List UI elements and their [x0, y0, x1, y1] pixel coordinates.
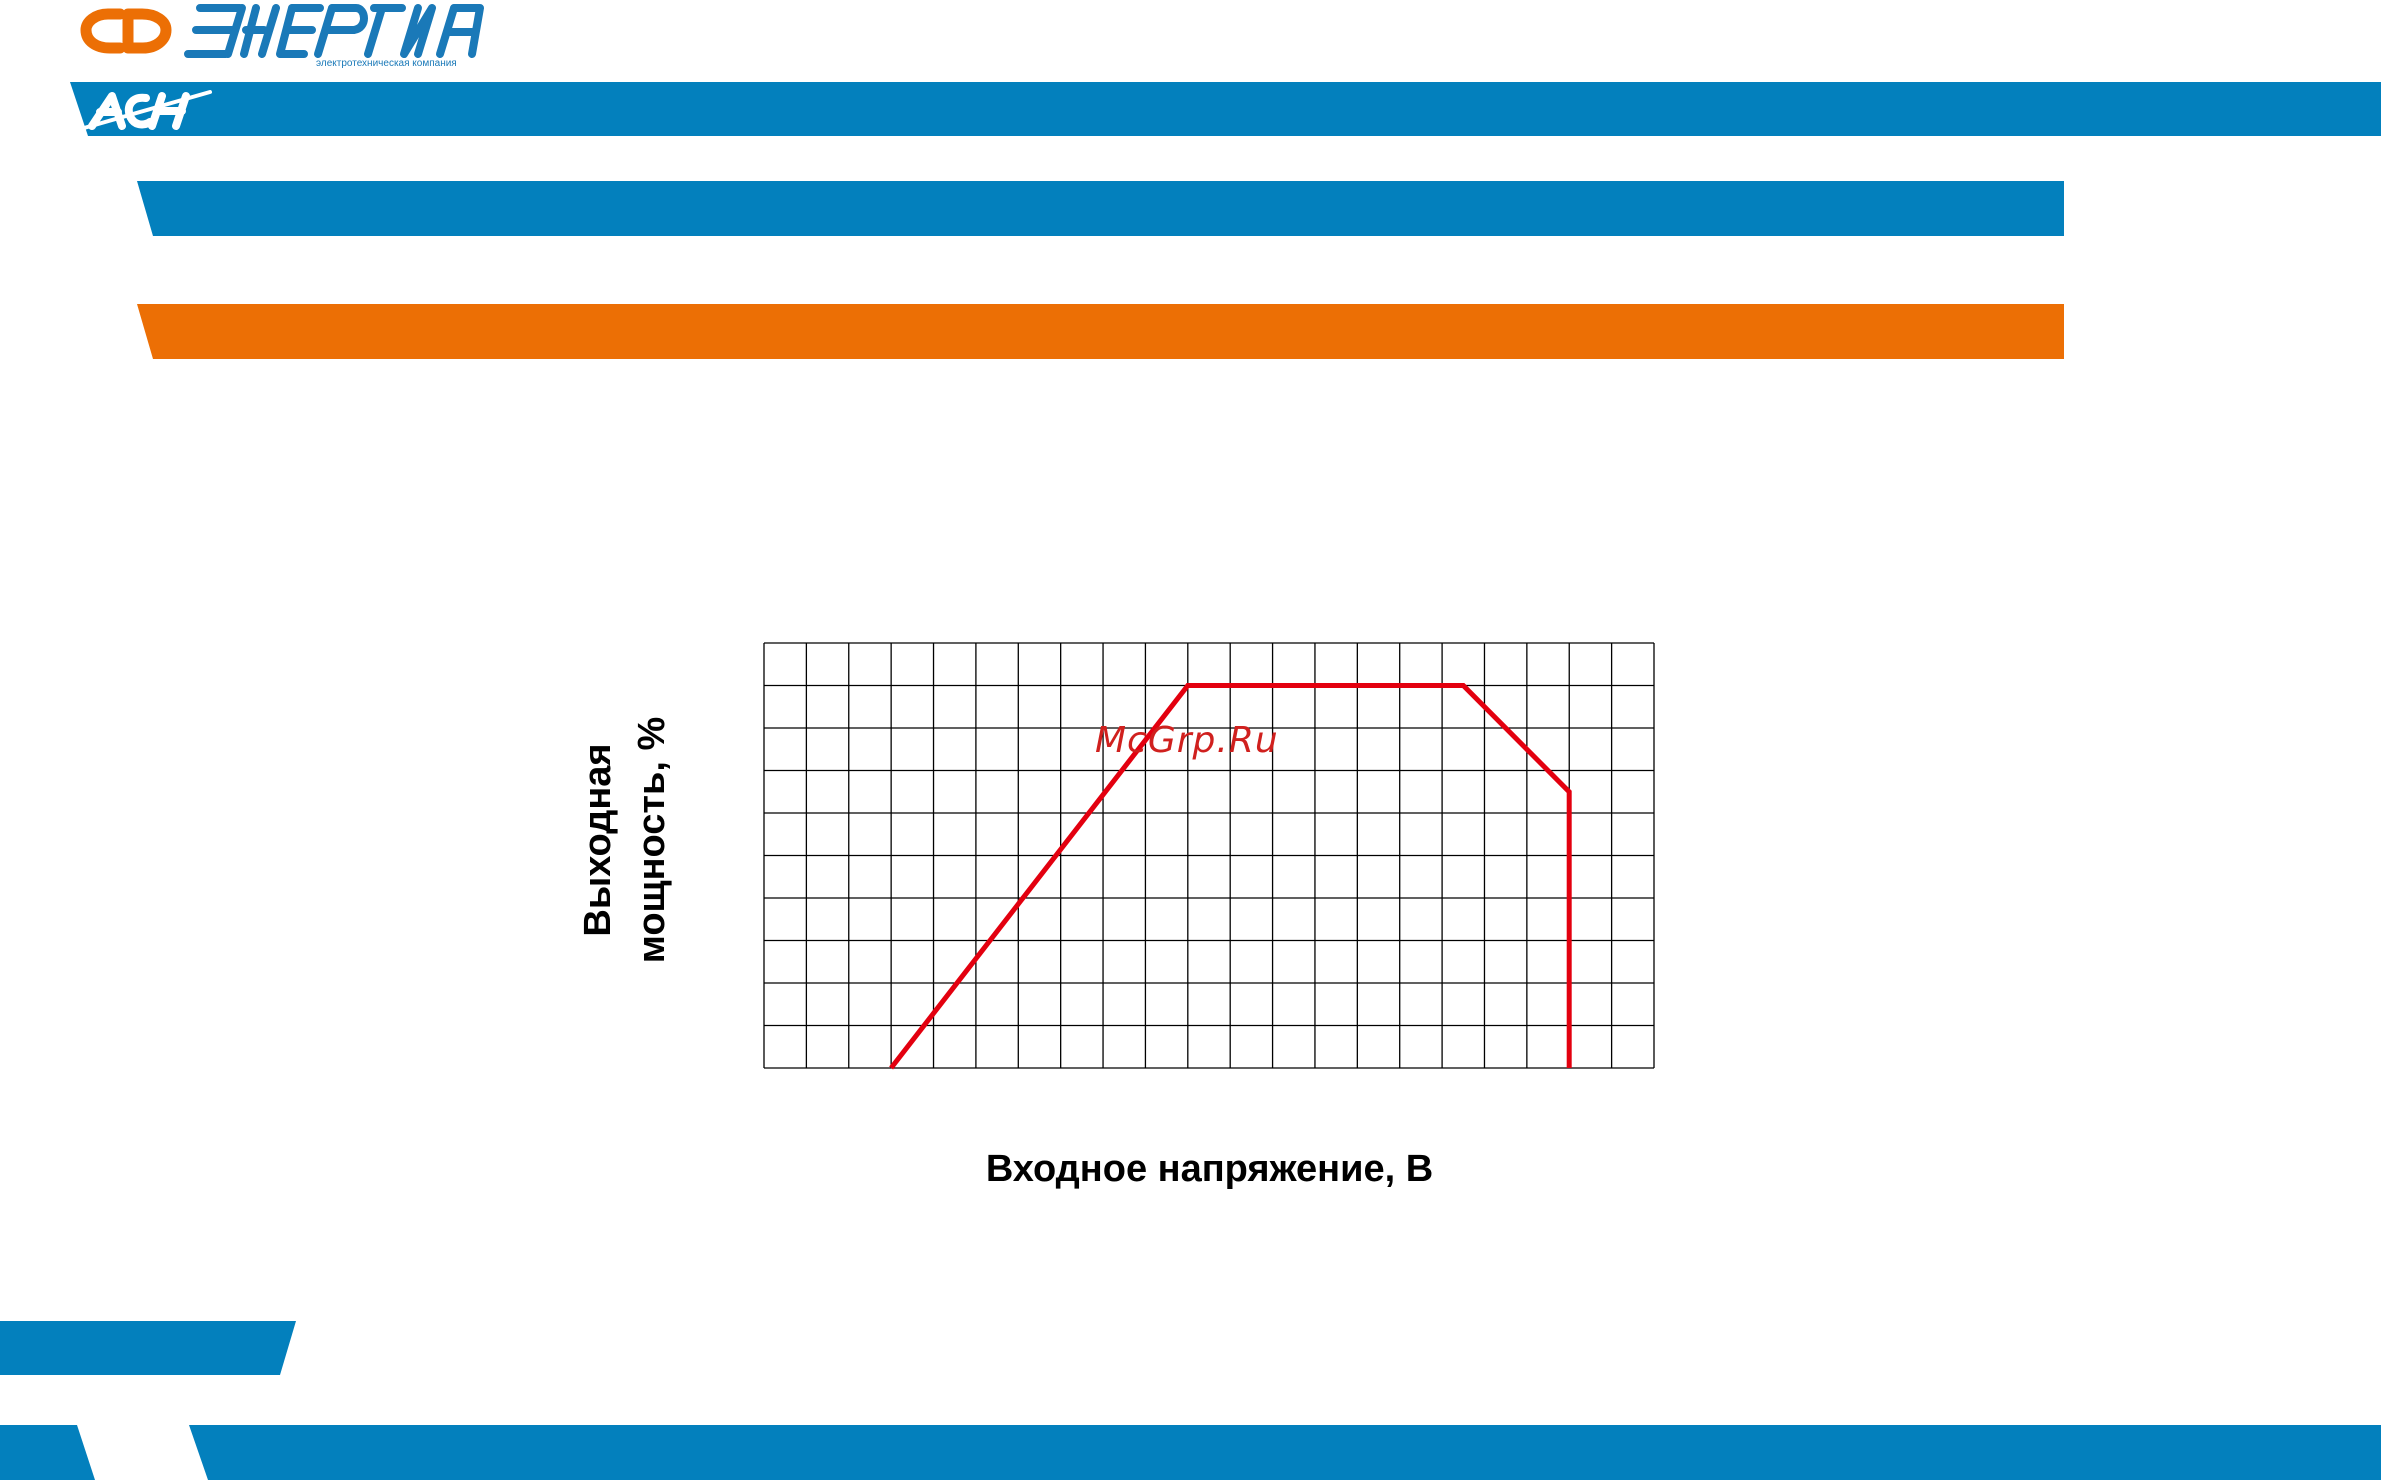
- watermark: McGrp.Ru: [1095, 720, 1279, 761]
- x-axis-label-box: [0, 1148, 2381, 1191]
- y-axis-label-box: [565, 690, 685, 990]
- y-axis-label: [571, 717, 679, 964]
- brand-tagline: электротехническая компания: [316, 58, 457, 69]
- y-axis-label-line-2: мощность, %: [631, 716, 673, 964]
- chart-grid: [764, 643, 1654, 1068]
- x-axis-label: Входное напряжение, В: [985, 1148, 1434, 1190]
- y-axis-label-line-1: Выходная: [577, 743, 619, 937]
